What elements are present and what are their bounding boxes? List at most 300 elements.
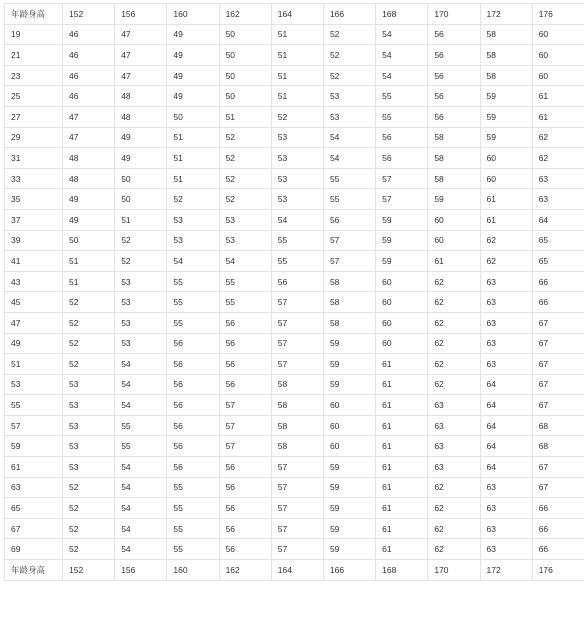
weight-cell: 53	[63, 457, 115, 478]
weight-cell: 56	[376, 127, 428, 148]
weight-cell: 56	[323, 209, 375, 230]
table-row	[5, 24, 584, 45]
weight-cell: 55	[219, 271, 271, 292]
weight-cell: 55	[115, 415, 167, 436]
weight-cell: 60	[428, 230, 480, 251]
weight-cell: 56	[428, 65, 480, 86]
weight-cell: 57	[376, 168, 428, 189]
weight-cell: 63	[532, 189, 584, 210]
age-cell: 47	[5, 312, 63, 333]
weight-cell: 63	[480, 477, 532, 498]
weight-cell: 55	[271, 230, 323, 251]
weight-cell: 64	[480, 374, 532, 395]
weight-cell: 59	[323, 374, 375, 395]
weight-cell: 60	[532, 45, 584, 66]
weight-cell: 56	[219, 374, 271, 395]
weight-cell: 56	[219, 498, 271, 519]
height-header-cell: 160	[167, 560, 219, 581]
weight-cell: 56	[219, 539, 271, 560]
weight-cell: 51	[115, 209, 167, 230]
table-row	[5, 271, 584, 292]
corner-label: 年龄身高	[5, 4, 63, 25]
weight-cell: 58	[271, 374, 323, 395]
weight-cell: 62	[428, 539, 480, 560]
weight-cell: 67	[532, 395, 584, 416]
weight-cell: 59	[323, 539, 375, 560]
weight-cell: 53	[167, 230, 219, 251]
weight-cell: 57	[376, 189, 428, 210]
weight-cell: 52	[323, 24, 375, 45]
weight-cell: 59	[323, 477, 375, 498]
weight-cell: 59	[323, 333, 375, 354]
weight-cell: 54	[115, 354, 167, 375]
weight-cell: 50	[63, 230, 115, 251]
weight-cell: 50	[115, 189, 167, 210]
weight-cell: 51	[271, 86, 323, 107]
height-header-cell: 168	[376, 4, 428, 25]
weight-cell: 54	[115, 457, 167, 478]
weight-cell: 52	[167, 189, 219, 210]
weight-cell: 53	[115, 312, 167, 333]
weight-cell: 54	[323, 148, 375, 169]
weight-cell: 56	[428, 45, 480, 66]
height-header-cell: 170	[428, 560, 480, 581]
height-header-cell: 176	[532, 560, 584, 581]
age-cell: 45	[5, 292, 63, 313]
weight-cell: 49	[115, 148, 167, 169]
weight-cell: 67	[532, 354, 584, 375]
weight-cell: 54	[115, 395, 167, 416]
weight-cell: 62	[532, 148, 584, 169]
weight-cell: 61	[376, 498, 428, 519]
weight-cell: 62	[428, 333, 480, 354]
weight-cell: 52	[63, 354, 115, 375]
weight-cell: 50	[219, 24, 271, 45]
weight-cell: 61	[376, 415, 428, 436]
weight-cell: 54	[115, 498, 167, 519]
weight-cell: 52	[271, 106, 323, 127]
weight-cell: 57	[219, 436, 271, 457]
weight-cell: 50	[115, 168, 167, 189]
age-cell: 63	[5, 477, 63, 498]
table-row	[5, 312, 584, 333]
age-cell: 51	[5, 354, 63, 375]
weight-cell: 60	[480, 148, 532, 169]
weight-cell: 56	[167, 395, 219, 416]
weight-cell: 66	[532, 292, 584, 313]
weight-cell: 55	[376, 86, 428, 107]
weight-cell: 47	[115, 24, 167, 45]
age-cell: 31	[5, 148, 63, 169]
weight-cell: 54	[115, 539, 167, 560]
weight-cell: 58	[480, 65, 532, 86]
weight-cell: 66	[532, 518, 584, 539]
table-row	[5, 189, 584, 210]
weight-cell: 57	[323, 251, 375, 272]
footer-row	[5, 560, 584, 581]
height-header-cell: 152	[63, 560, 115, 581]
age-cell: 19	[5, 24, 63, 45]
weight-cell: 62	[428, 374, 480, 395]
weight-cell: 55	[323, 168, 375, 189]
weight-cell: 59	[480, 86, 532, 107]
weight-cell: 46	[63, 65, 115, 86]
height-header-cell: 164	[271, 4, 323, 25]
weight-cell: 49	[167, 24, 219, 45]
weight-cell: 49	[115, 127, 167, 148]
height-header-cell: 162	[219, 4, 271, 25]
weight-cell: 59	[376, 230, 428, 251]
weight-cell: 59	[480, 106, 532, 127]
weight-cell: 62	[532, 127, 584, 148]
age-cell: 41	[5, 251, 63, 272]
weight-cell: 56	[219, 333, 271, 354]
height-header-cell: 156	[115, 560, 167, 581]
weight-cell: 67	[532, 477, 584, 498]
weight-cell: 48	[115, 106, 167, 127]
age-cell: 65	[5, 498, 63, 519]
weight-cell: 46	[63, 24, 115, 45]
weight-cell: 52	[219, 127, 271, 148]
age-cell: 59	[5, 436, 63, 457]
weight-cell: 55	[376, 106, 428, 127]
weight-cell: 52	[63, 518, 115, 539]
height-header-cell: 160	[167, 4, 219, 25]
weight-cell: 66	[532, 539, 584, 560]
weight-cell: 64	[532, 209, 584, 230]
weight-cell: 53	[167, 209, 219, 230]
weight-cell: 62	[480, 230, 532, 251]
weight-cell: 59	[323, 354, 375, 375]
table-row	[5, 518, 584, 539]
weight-cell: 62	[428, 312, 480, 333]
weight-cell: 56	[428, 106, 480, 127]
table-row	[5, 45, 584, 66]
age-cell: 39	[5, 230, 63, 251]
weight-cell: 61	[532, 86, 584, 107]
weight-cell: 53	[115, 333, 167, 354]
weight-cell: 63	[480, 271, 532, 292]
weight-cell: 52	[115, 251, 167, 272]
weight-cell: 52	[323, 45, 375, 66]
weight-cell: 47	[115, 65, 167, 86]
weight-cell: 56	[271, 271, 323, 292]
weight-cell: 55	[323, 189, 375, 210]
weight-cell: 53	[219, 230, 271, 251]
weight-cell: 52	[219, 148, 271, 169]
weight-cell: 68	[532, 436, 584, 457]
height-header-cell: 168	[376, 560, 428, 581]
weight-cell: 51	[167, 127, 219, 148]
weight-cell: 49	[63, 189, 115, 210]
weight-cell: 51	[271, 45, 323, 66]
weight-cell: 49	[167, 65, 219, 86]
weight-cell: 62	[428, 477, 480, 498]
height-header-cell: 172	[480, 4, 532, 25]
age-cell: 69	[5, 539, 63, 560]
weight-cell: 61	[376, 457, 428, 478]
weight-cell: 52	[63, 498, 115, 519]
weight-cell: 59	[323, 518, 375, 539]
weight-cell: 55	[167, 292, 219, 313]
weight-cell: 49	[167, 86, 219, 107]
weight-cell: 64	[480, 436, 532, 457]
weight-cell: 56	[219, 354, 271, 375]
weight-cell: 67	[532, 333, 584, 354]
weight-cell: 55	[167, 539, 219, 560]
weight-cell: 63	[480, 518, 532, 539]
weight-cell: 52	[219, 168, 271, 189]
weight-cell: 53	[63, 395, 115, 416]
weight-cell: 49	[167, 45, 219, 66]
age-cell: 23	[5, 65, 63, 86]
weight-cell: 52	[63, 312, 115, 333]
weight-cell: 57	[271, 457, 323, 478]
age-cell: 29	[5, 127, 63, 148]
weight-cell: 57	[323, 230, 375, 251]
weight-cell: 55	[219, 292, 271, 313]
weight-cell: 67	[532, 374, 584, 395]
weight-cell: 48	[63, 168, 115, 189]
age-cell: 27	[5, 106, 63, 127]
table-row	[5, 498, 584, 519]
table-row	[5, 65, 584, 86]
weight-cell: 57	[271, 354, 323, 375]
weight-cell: 52	[219, 189, 271, 210]
weight-cell: 53	[219, 209, 271, 230]
weight-cell: 57	[271, 312, 323, 333]
weight-cell: 53	[323, 86, 375, 107]
table-row	[5, 168, 584, 189]
weight-cell: 55	[167, 477, 219, 498]
weight-cell: 60	[376, 292, 428, 313]
weight-cell: 63	[480, 498, 532, 519]
weight-cell: 57	[271, 498, 323, 519]
weight-cell: 58	[271, 436, 323, 457]
weight-cell: 53	[63, 374, 115, 395]
weight-cell: 50	[219, 65, 271, 86]
weight-cell: 52	[63, 292, 115, 313]
weight-cell: 51	[271, 24, 323, 45]
weight-cell: 67	[532, 457, 584, 478]
weight-cell: 64	[480, 415, 532, 436]
weight-cell: 55	[271, 251, 323, 272]
weight-cell: 61	[376, 518, 428, 539]
table-row	[5, 86, 584, 107]
table-row	[5, 415, 584, 436]
weight-cell: 46	[63, 45, 115, 66]
age-cell: 33	[5, 168, 63, 189]
weight-cell: 56	[428, 86, 480, 107]
age-cell: 53	[5, 374, 63, 395]
weight-cell: 68	[532, 415, 584, 436]
height-header-cell: 166	[323, 4, 375, 25]
height-header-cell: 162	[219, 560, 271, 581]
weight-cell: 58	[271, 415, 323, 436]
weight-cell: 57	[219, 395, 271, 416]
weight-cell: 56	[167, 374, 219, 395]
age-cell: 25	[5, 86, 63, 107]
age-cell: 55	[5, 395, 63, 416]
weight-cell: 51	[219, 106, 271, 127]
weight-cell: 61	[480, 209, 532, 230]
weight-cell: 61	[376, 436, 428, 457]
weight-cell: 56	[167, 354, 219, 375]
weight-cell: 63	[428, 415, 480, 436]
table-row	[5, 209, 584, 230]
height-weight-table	[4, 3, 584, 581]
table-body	[5, 4, 584, 581]
weight-cell: 50	[167, 106, 219, 127]
weight-cell: 57	[271, 333, 323, 354]
weight-cell: 52	[63, 477, 115, 498]
weight-cell: 57	[271, 477, 323, 498]
weight-cell: 59	[376, 251, 428, 272]
table-row	[5, 436, 584, 457]
weight-cell: 64	[480, 395, 532, 416]
weight-cell: 63	[532, 168, 584, 189]
weight-cell: 51	[167, 148, 219, 169]
weight-cell: 61	[376, 354, 428, 375]
weight-cell: 53	[271, 127, 323, 148]
age-cell: 57	[5, 415, 63, 436]
table-row	[5, 374, 584, 395]
height-header-cell: 172	[480, 560, 532, 581]
weight-cell: 56	[219, 477, 271, 498]
weight-cell: 47	[63, 106, 115, 127]
weight-cell: 58	[323, 312, 375, 333]
weight-cell: 53	[63, 436, 115, 457]
weight-cell: 66	[532, 498, 584, 519]
weight-cell: 54	[323, 127, 375, 148]
weight-cell: 56	[167, 333, 219, 354]
weight-cell: 61	[480, 189, 532, 210]
table-row	[5, 127, 584, 148]
age-cell: 67	[5, 518, 63, 539]
weight-cell: 48	[115, 86, 167, 107]
weight-cell: 60	[376, 271, 428, 292]
weight-cell: 58	[480, 24, 532, 45]
weight-cell: 61	[376, 539, 428, 560]
weight-cell: 57	[271, 292, 323, 313]
age-cell: 43	[5, 271, 63, 292]
weight-cell: 63	[480, 354, 532, 375]
table-row	[5, 395, 584, 416]
weight-cell: 56	[219, 312, 271, 333]
weight-cell: 46	[63, 86, 115, 107]
weight-cell: 52	[63, 539, 115, 560]
weight-cell: 54	[167, 251, 219, 272]
weight-cell: 66	[532, 271, 584, 292]
table-row	[5, 251, 584, 272]
table-row	[5, 292, 584, 313]
age-cell: 49	[5, 333, 63, 354]
age-cell: 21	[5, 45, 63, 66]
weight-cell: 54	[115, 477, 167, 498]
weight-cell: 62	[428, 292, 480, 313]
weight-cell: 63	[480, 312, 532, 333]
weight-cell: 52	[63, 333, 115, 354]
weight-cell: 53	[323, 106, 375, 127]
table-row	[5, 477, 584, 498]
weight-cell: 51	[271, 65, 323, 86]
age-cell: 37	[5, 209, 63, 230]
weight-cell: 50	[219, 45, 271, 66]
weight-cell: 61	[532, 106, 584, 127]
weight-cell: 58	[480, 45, 532, 66]
weight-cell: 53	[271, 168, 323, 189]
weight-cell: 56	[428, 24, 480, 45]
weight-cell: 63	[428, 395, 480, 416]
weight-cell: 56	[219, 457, 271, 478]
height-header-cell: 152	[63, 4, 115, 25]
weight-cell: 48	[63, 148, 115, 169]
weight-cell: 53	[115, 292, 167, 313]
weight-cell: 53	[63, 415, 115, 436]
table-row	[5, 354, 584, 375]
weight-cell: 60	[376, 333, 428, 354]
weight-cell: 60	[323, 415, 375, 436]
weight-cell: 54	[115, 374, 167, 395]
weight-cell: 56	[376, 148, 428, 169]
weight-cell: 58	[323, 271, 375, 292]
table-row	[5, 333, 584, 354]
weight-cell: 60	[428, 209, 480, 230]
weight-cell: 55	[115, 436, 167, 457]
weight-cell: 55	[167, 271, 219, 292]
weight-cell: 51	[63, 271, 115, 292]
weight-cell: 53	[271, 189, 323, 210]
weight-cell: 52	[323, 65, 375, 86]
table-row	[5, 230, 584, 251]
weight-cell: 55	[167, 518, 219, 539]
weight-cell: 63	[480, 539, 532, 560]
weight-cell: 59	[323, 498, 375, 519]
height-header-cell: 166	[323, 560, 375, 581]
weight-cell: 50	[219, 86, 271, 107]
weight-cell: 56	[219, 518, 271, 539]
table-row	[5, 539, 584, 560]
header-row	[5, 4, 584, 25]
weight-cell: 67	[532, 312, 584, 333]
age-cell: 35	[5, 189, 63, 210]
weight-cell: 49	[63, 209, 115, 230]
weight-cell: 58	[428, 127, 480, 148]
weight-cell: 59	[428, 189, 480, 210]
height-header-cell: 170	[428, 4, 480, 25]
weight-cell: 52	[115, 230, 167, 251]
weight-cell: 54	[115, 518, 167, 539]
weight-cell: 53	[271, 148, 323, 169]
weight-cell: 61	[376, 395, 428, 416]
height-header-cell: 156	[115, 4, 167, 25]
weight-cell: 63	[480, 333, 532, 354]
weight-cell: 53	[115, 271, 167, 292]
table-row	[5, 106, 584, 127]
weight-cell: 47	[115, 45, 167, 66]
weight-cell: 61	[376, 477, 428, 498]
weight-cell: 54	[219, 251, 271, 272]
weight-cell: 62	[428, 498, 480, 519]
table-row	[5, 148, 584, 169]
weight-cell: 60	[532, 24, 584, 45]
weight-cell: 56	[167, 436, 219, 457]
weight-cell: 62	[428, 354, 480, 375]
weight-cell: 63	[480, 292, 532, 313]
weight-cell: 60	[376, 312, 428, 333]
corner-label: 年龄身高	[5, 560, 63, 581]
weight-cell: 62	[428, 271, 480, 292]
